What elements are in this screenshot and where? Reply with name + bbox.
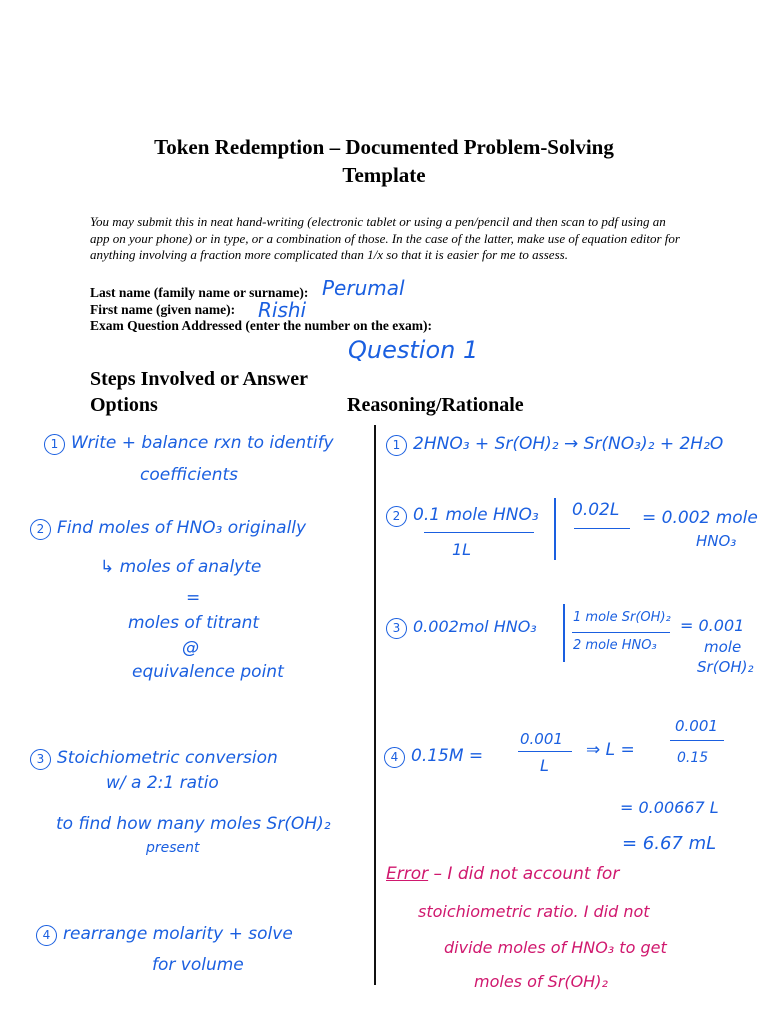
step-2-line2: ↳ moles of analyte bbox=[100, 557, 262, 577]
step-2-line4: moles of titrant bbox=[128, 613, 260, 633]
first-name-label: First name (given name): bbox=[90, 302, 236, 317]
ratio-result-compound: Sr(OH)₂ bbox=[697, 658, 754, 676]
error-text: – I did not account for bbox=[433, 864, 620, 884]
step-1-line1 bbox=[44, 433, 334, 455]
fraction-bar bbox=[574, 528, 630, 529]
first-name-value: Rishi bbox=[258, 298, 307, 322]
step-2-line1 bbox=[30, 518, 306, 540]
error-label: Error bbox=[386, 864, 429, 884]
column-divider bbox=[374, 425, 376, 985]
step-3-line3: to find how many moles Sr(OH)₂ bbox=[56, 814, 331, 834]
solve-arrow: ⇒ L = bbox=[586, 740, 635, 760]
mole-ratio-denominator: 2 mole HNO₃ bbox=[573, 638, 657, 653]
exam-question-value: Question 1 bbox=[348, 336, 479, 364]
step-number-circle: 4 bbox=[36, 925, 57, 946]
ratio-result: = 0.001 bbox=[680, 616, 745, 635]
molarity-fraction-denominator: L bbox=[540, 756, 549, 775]
volume-value: 0.02L bbox=[572, 500, 620, 520]
starting-moles: 0.002mol HNO₃ bbox=[413, 617, 537, 636]
reason-4-start bbox=[384, 746, 483, 768]
fraction-bar bbox=[572, 632, 670, 633]
error-note-line1 bbox=[386, 864, 619, 884]
instructions-paragraph: You may submit this in neat hand-writing (electronic tablet or using a pen/pencil and then scan to pdf using an app on your phone) or in type, or a combination of those. In the case of the latter, make use of equation editor for anything involving a fraction more complicated than 1/x so that it is easier for me to assess. bbox=[90, 214, 680, 263]
reason-1-equation bbox=[386, 434, 723, 456]
reason-number-circle: 4 bbox=[384, 747, 405, 768]
step-4-line2: for volume bbox=[152, 955, 244, 975]
reason-3-start bbox=[386, 617, 537, 639]
fraction-denominator: 1L bbox=[452, 540, 472, 559]
step-text: rearrange molarity + solve bbox=[63, 924, 293, 944]
steps-heading-line2: Options bbox=[90, 394, 158, 416]
fraction-numerator: 0.1 mole HNO₃ bbox=[413, 505, 539, 525]
step-text: Write + balance rxn to identify bbox=[71, 433, 334, 453]
last-name-value: Perumal bbox=[322, 276, 405, 300]
step-2-line3: = bbox=[186, 588, 201, 608]
reason-number-circle: 2 bbox=[386, 506, 407, 527]
step-3-line2: w/ a 2:1 ratio bbox=[106, 773, 219, 793]
document-title-line1: Token Redemption – Documented Problem-Solving bbox=[154, 135, 614, 159]
reasoning-heading: Reasoning/Rationale bbox=[347, 394, 524, 416]
reason-number-circle: 1 bbox=[386, 435, 407, 456]
step-text: Stoichiometric conversion bbox=[57, 748, 278, 768]
step-number-circle: 2 bbox=[30, 519, 51, 540]
volume-fraction-denominator: 0.15 bbox=[677, 750, 709, 766]
unit-conversion-bar bbox=[563, 604, 565, 662]
molarity-fraction-numerator: 0.001 bbox=[520, 730, 563, 748]
fraction-bar bbox=[670, 740, 724, 741]
exam-question-label: Exam Question Addressed (enter the number on the exam): bbox=[90, 318, 432, 333]
step-1-line2: coefficients bbox=[140, 465, 239, 485]
step-3-line1 bbox=[30, 748, 278, 770]
volume-result-ml: = 6.67 mL bbox=[622, 833, 717, 854]
step-4-line1 bbox=[36, 924, 293, 946]
step-number-circle: 3 bbox=[30, 749, 51, 770]
step-2-line5: @ bbox=[182, 638, 199, 658]
reason-2-start bbox=[386, 505, 539, 527]
fraction-bar bbox=[518, 751, 572, 752]
volume-result-liters: = 0.00667 L bbox=[620, 798, 719, 817]
step-number-circle: 1 bbox=[44, 434, 65, 455]
step-text: Find moles of HNO₃ originally bbox=[57, 518, 307, 538]
mole-ratio-numerator: 1 mole Sr(OH)₂ bbox=[573, 610, 671, 625]
moles-result: = 0.002 mole bbox=[642, 508, 758, 528]
molarity-lhs: 0.15M = bbox=[411, 746, 484, 766]
balanced-equation: 2HNO₃ + Sr(OH)₂ → Sr(NO₃)₂ + 2H₂O bbox=[413, 434, 724, 454]
step-2-line6: equivalence point bbox=[132, 662, 284, 682]
moles-result-unit: HNO₃ bbox=[696, 532, 737, 550]
error-note-line3: divide moles of HNO₃ to get bbox=[444, 938, 667, 957]
error-note-line2: stoichiometric ratio. I did not bbox=[418, 902, 650, 921]
reason-number-circle: 3 bbox=[386, 618, 407, 639]
steps-heading-line1: Steps Involved or Answer bbox=[90, 368, 308, 390]
volume-fraction-numerator: 0.001 bbox=[675, 717, 718, 735]
last-name-label: Last name (family name or surname): bbox=[90, 285, 309, 300]
fraction-bar bbox=[424, 532, 534, 533]
step-3-line4: present bbox=[146, 840, 200, 856]
ratio-result-unit: mole bbox=[704, 638, 742, 656]
unit-conversion-bar bbox=[554, 498, 556, 560]
error-note-line4: moles of Sr(OH)₂ bbox=[474, 972, 608, 991]
document-title-line2: Template bbox=[342, 163, 426, 187]
